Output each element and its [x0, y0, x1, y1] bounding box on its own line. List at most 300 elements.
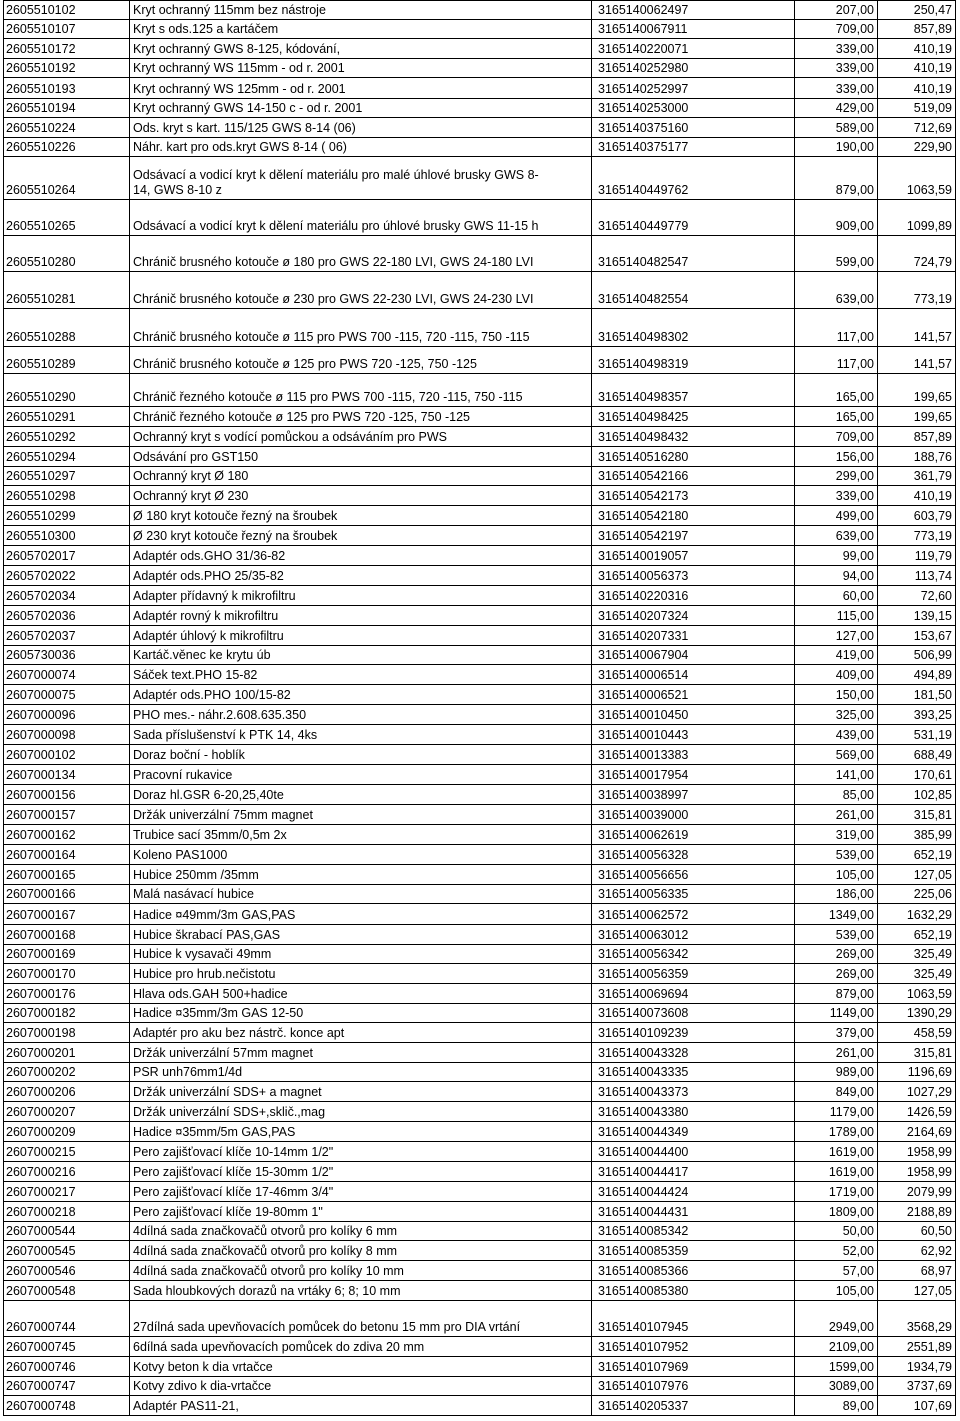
table-row — [3, 945, 956, 964]
item-number-cell — [3, 626, 129, 646]
item-number-text: 2607000164 — [6, 848, 76, 862]
item-name-cell — [129, 765, 591, 785]
price-text: 2109,00 — [828, 1340, 874, 1354]
price-vat-text: 153,67 — [913, 629, 952, 643]
ean-text: 3165140044431 — [598, 1205, 689, 1219]
table-row — [3, 99, 956, 118]
item-name-cell — [129, 725, 591, 745]
item-number-text: 2607000545 — [6, 1244, 76, 1258]
ean-cell — [591, 1396, 794, 1416]
table-row — [3, 646, 956, 665]
item-name-text: Adaptér ods.PHO 25/35-82 — [133, 569, 284, 583]
ean-cell — [591, 885, 794, 904]
price-vat-text: 773,19 — [913, 529, 952, 543]
item-number-text: 2607000207 — [6, 1105, 76, 1119]
price-vat-cell — [877, 865, 956, 885]
price-vat-cell — [877, 1396, 956, 1416]
price-text: 207,00 — [835, 3, 874, 17]
item-number-text: 2607000745 — [6, 1340, 76, 1354]
price-text: 339,00 — [835, 61, 874, 75]
table-row — [3, 606, 956, 626]
ean-text: 3165140063012 — [598, 928, 689, 942]
price-text: 639,00 — [835, 292, 874, 306]
item-name-text: Doraz boční - hoblík — [133, 748, 245, 762]
item-name-cell — [129, 945, 591, 964]
item-name-cell — [129, 1281, 591, 1301]
price-text: 50,00 — [842, 1224, 874, 1238]
item-name-text: Držák univerzální SDS+ a magnet — [133, 1085, 322, 1099]
price-vat-cell — [877, 99, 956, 118]
item-number-cell — [3, 1202, 129, 1222]
price-cell — [794, 925, 877, 945]
item-name-text: Odsávání pro GST150 — [133, 450, 259, 464]
item-number-text: 2607000206 — [6, 1085, 76, 1099]
item-name-text: Kotvy zdivo k dia-vrtačce — [133, 1379, 272, 1393]
item-name-cell — [129, 925, 591, 945]
item-name-text: Kotvy beton k dia vrtačce — [133, 1360, 273, 1374]
price-vat-text: 199,65 — [913, 390, 952, 404]
ean-text: 3165140207324 — [598, 609, 689, 623]
ean-cell — [591, 1142, 794, 1162]
price-text: 1149,00 — [829, 1006, 874, 1020]
item-number-text: 2605510193 — [6, 82, 76, 96]
price-vat-text: 199,65 — [913, 410, 952, 424]
price-cell — [794, 138, 877, 157]
table-row — [3, 39, 956, 59]
ean-cell — [591, 805, 794, 825]
item-name-cell — [129, 467, 591, 486]
price-vat-cell — [877, 157, 956, 200]
table-row — [3, 309, 956, 347]
item-name-text: Kryt ochranný GWS 8-125, kódování, — [133, 42, 341, 56]
price-vat-text: 410,19 — [913, 42, 952, 56]
item-name-cell — [129, 1122, 591, 1142]
item-name-text: Hubice pro hrub.nečistotu — [133, 967, 276, 981]
price-vat-cell — [877, 447, 956, 467]
item-number-cell — [3, 546, 129, 566]
ean-cell — [591, 865, 794, 885]
item-name-text: Adapter přídavný k mikrofiltru — [133, 589, 296, 603]
price-vat-cell — [877, 665, 956, 685]
item-number-text: 2605510300 — [6, 529, 76, 543]
item-number-cell — [3, 374, 129, 407]
price-vat-text: 1934,79 — [906, 1360, 952, 1374]
ean-cell — [591, 407, 794, 427]
item-number-cell — [3, 1377, 129, 1396]
item-name-text: Hubice škrabací PAS,GAS — [133, 928, 281, 942]
ean-text: 3165140449779 — [598, 219, 689, 233]
item-name-cell — [129, 407, 591, 427]
item-number-text: 2605702017 — [6, 549, 76, 563]
item-name-cell — [129, 865, 591, 885]
table-row — [3, 1241, 956, 1261]
price-cell — [794, 39, 877, 59]
ean-text: 3165140252980 — [598, 61, 689, 75]
ean-text: 3165140220071 — [598, 42, 689, 56]
price-cell — [794, 78, 877, 99]
price-vat-cell — [877, 765, 956, 785]
price-text: 709,00 — [835, 22, 874, 36]
price-vat-text: 127,05 — [913, 1284, 952, 1298]
price-cell — [794, 665, 877, 685]
table-row — [3, 1281, 956, 1301]
item-number-text: 2607000217 — [6, 1185, 76, 1199]
item-name-text: Ochranný kryt s vodící pomůckou a odsáváním pro PWS — [133, 430, 448, 444]
price-cell — [794, 467, 877, 486]
item-number-cell — [3, 845, 129, 865]
item-name-cell — [129, 1222, 591, 1241]
ean-cell — [591, 1357, 794, 1377]
price-vat-text: 393,25 — [913, 708, 952, 722]
price-vat-text: 68,97 — [920, 1264, 952, 1278]
item-name-cell — [129, 59, 591, 78]
item-number-text: 2605510172 — [6, 42, 76, 56]
item-name-cell — [129, 447, 591, 467]
table-row — [3, 1004, 956, 1023]
price-text: 117,00 — [836, 330, 874, 344]
item-name-text: Odsávací a vodicí kryt k dělení materiálu pro úhlové brusky GWS 11-15 h — [133, 219, 539, 233]
item-name-cell — [129, 546, 591, 566]
item-number-cell — [3, 1162, 129, 1182]
item-name-cell — [129, 1162, 591, 1182]
table-row — [3, 1202, 956, 1222]
ean-text: 3165140207331 — [598, 629, 689, 643]
price-text: 409,00 — [835, 668, 874, 682]
table-row — [3, 825, 956, 845]
price-vat-cell — [877, 526, 956, 546]
item-number-text: 2607000201 — [6, 1046, 76, 1060]
price-vat-text: 2551,89 — [906, 1340, 952, 1354]
item-number-cell — [3, 865, 129, 885]
price-vat-cell — [877, 1222, 956, 1241]
price-vat-text: 857,89 — [913, 22, 952, 36]
item-number-text: 2605510297 — [6, 469, 76, 483]
price-text: 105,00 — [835, 1284, 874, 1298]
item-number-text: 2605510226 — [6, 140, 76, 154]
price-text: 156,00 — [835, 450, 874, 464]
price-vat-cell — [877, 0, 956, 20]
item-number-text: 2605510107 — [6, 22, 76, 36]
item-number-cell — [3, 586, 129, 606]
item-name-text: Hadice ¤35mm/3m GAS 12-50 — [133, 1006, 304, 1020]
price-vat-text: 315,81 — [913, 1046, 952, 1060]
item-number-cell — [3, 486, 129, 506]
item-name-cell — [129, 236, 591, 272]
table-row — [3, 1182, 956, 1202]
item-name-cell — [129, 885, 591, 904]
ean-text: 3165140542197 — [598, 529, 689, 543]
item-name-text: Sada hloubkových dorazů na vrtáky 6; 8; 10 mm — [133, 1284, 401, 1298]
item-number-text: 2607000747 — [6, 1379, 76, 1393]
item-name-cell — [129, 805, 591, 825]
price-text: 879,00 — [835, 987, 874, 1001]
price-cell — [794, 1063, 877, 1082]
price-vat-text: 652,19 — [913, 848, 952, 862]
ean-text: 3165140044424 — [598, 1185, 689, 1199]
ean-cell — [591, 467, 794, 486]
item-number-text: 2605510298 — [6, 489, 76, 503]
ean-cell — [591, 118, 794, 138]
price-cell — [794, 825, 877, 845]
price-text: 1349,00 — [828, 908, 874, 922]
price-vat-cell — [877, 745, 956, 765]
item-number-cell — [3, 347, 129, 374]
ean-text: 3165140498302 — [598, 330, 689, 344]
ean-cell — [591, 157, 794, 200]
item-number-cell — [3, 1281, 129, 1301]
item-number-text: 2605510289 — [6, 357, 76, 371]
item-number-cell — [3, 705, 129, 725]
price-vat-cell — [877, 984, 956, 1004]
price-text: 569,00 — [835, 748, 874, 762]
table-row — [3, 1357, 956, 1377]
ean-text: 3165140056328 — [598, 848, 689, 862]
item-name-cell — [129, 347, 591, 374]
item-name-cell — [129, 427, 591, 447]
ean-text: 3165140542180 — [598, 509, 689, 523]
item-number-text: 2607000198 — [6, 1026, 76, 1040]
ean-cell — [591, 1301, 794, 1337]
ean-text: 3165140085366 — [598, 1264, 689, 1278]
item-name-cell — [129, 1337, 591, 1357]
table-row — [3, 665, 956, 685]
item-number-text: 2605510288 — [6, 330, 76, 344]
ean-text: 3165140449762 — [598, 183, 689, 197]
price-text: 141,00 — [835, 768, 874, 782]
table-row — [3, 407, 956, 427]
ean-cell — [591, 785, 794, 805]
price-vat-text: 1027,29 — [906, 1085, 952, 1099]
ean-cell — [591, 1122, 794, 1142]
item-name-cell — [129, 526, 591, 546]
item-number-text: 2607000157 — [6, 808, 76, 822]
price-vat-text: 603,79 — [913, 509, 952, 523]
item-name-cell — [129, 272, 591, 309]
item-number-text: 2607000546 — [6, 1264, 76, 1278]
price-cell — [794, 236, 877, 272]
item-number-text: 2607000165 — [6, 868, 76, 882]
price-text: 339,00 — [835, 82, 874, 96]
ean-text: 3165140062619 — [598, 828, 689, 842]
ean-cell — [591, 1222, 794, 1241]
item-number-cell — [3, 447, 129, 467]
price-vat-text: 225,06 — [913, 887, 952, 901]
price-text: 261,00 — [835, 808, 874, 822]
item-number-cell — [3, 78, 129, 99]
ean-text: 3165140516280 — [598, 450, 689, 464]
item-name-cell — [129, 1377, 591, 1396]
price-vat-text: 857,89 — [913, 430, 952, 444]
price-vat-cell — [877, 506, 956, 526]
ean-cell — [591, 347, 794, 374]
item-name-cell — [129, 606, 591, 626]
table-row — [3, 1023, 956, 1043]
ean-text: 3165140542166 — [598, 469, 689, 483]
ean-text: 3165140044400 — [598, 1145, 689, 1159]
ean-cell — [591, 586, 794, 606]
table-row — [3, 964, 956, 984]
price-cell — [794, 1337, 877, 1357]
item-name-text: PHO mes.- náhr.2.608.635.350 — [133, 708, 307, 722]
table-row — [3, 1301, 956, 1337]
ean-cell — [591, 606, 794, 626]
ean-text: 3165140542173 — [598, 489, 689, 503]
price-vat-cell — [877, 1102, 956, 1122]
price-cell — [794, 1202, 877, 1222]
ean-cell — [591, 964, 794, 984]
item-number-text: 2607000162 — [6, 828, 76, 842]
ean-cell — [591, 845, 794, 865]
item-name-cell — [129, 825, 591, 845]
table-row — [3, 805, 956, 825]
price-text: 379,00 — [835, 1026, 874, 1040]
price-vat-text: 181,50 — [913, 688, 952, 702]
price-cell — [794, 447, 877, 467]
item-name-text: Ø 180 kryt kotouče řezný na šroubek — [133, 509, 338, 523]
item-number-text: 2607000167 — [6, 908, 76, 922]
item-number-cell — [3, 685, 129, 705]
ean-cell — [591, 745, 794, 765]
item-name-text: Pero zajišťovací klíče 19-80mm 1" — [133, 1205, 323, 1219]
table-row — [3, 984, 956, 1004]
item-number-cell — [3, 1043, 129, 1063]
item-number-text: 2605510294 — [6, 450, 76, 464]
ean-cell — [591, 1261, 794, 1281]
item-number-text: 2607000098 — [6, 728, 76, 742]
ean-cell — [591, 1202, 794, 1222]
ean-text: 3165140498319 — [598, 357, 689, 371]
price-vat-cell — [877, 20, 956, 39]
price-vat-cell — [877, 785, 956, 805]
price-text: 99,00 — [842, 549, 874, 563]
price-cell — [794, 1142, 877, 1162]
ean-cell — [591, 506, 794, 526]
item-number-text: 2605702037 — [6, 629, 76, 643]
ean-cell — [591, 272, 794, 309]
item-name-cell — [129, 1357, 591, 1377]
price-vat-cell — [877, 566, 956, 586]
item-number-text: 2605510224 — [6, 121, 76, 135]
ean-cell — [591, 1162, 794, 1182]
ean-cell — [591, 99, 794, 118]
item-number-cell — [3, 825, 129, 845]
price-vat-cell — [877, 1261, 956, 1281]
item-number-text: 2605510290 — [6, 390, 76, 404]
price-vat-text: 1196,69 — [907, 1065, 952, 1079]
price-text: 639,00 — [835, 529, 874, 543]
price-text: 89,00 — [842, 1399, 874, 1413]
price-cell — [794, 845, 877, 865]
ean-cell — [591, 39, 794, 59]
ean-cell — [591, 546, 794, 566]
price-vat-text: 139,15 — [913, 609, 952, 623]
price-cell — [794, 374, 877, 407]
table-row — [3, 347, 956, 374]
item-number-text: 2607000074 — [6, 668, 76, 682]
ean-text: 3165140056342 — [598, 947, 689, 961]
ean-text: 3165140056335 — [598, 887, 689, 901]
table-row — [3, 785, 956, 805]
item-number-cell — [3, 1142, 129, 1162]
item-name-text: Trubice sací 35mm/0,5m 2x — [133, 828, 287, 842]
item-number-text: 2607000746 — [6, 1360, 76, 1374]
ean-cell — [591, 447, 794, 467]
item-name-text: Kryt s ods.125 a kartáčem — [133, 22, 279, 36]
ean-text: 3165140253000 — [598, 101, 689, 115]
item-number-cell — [3, 118, 129, 138]
ean-cell — [591, 1377, 794, 1396]
ean-text: 3165140252997 — [598, 82, 689, 96]
item-number-cell — [3, 467, 129, 486]
price-cell — [794, 1102, 877, 1122]
ean-cell — [591, 1281, 794, 1301]
item-name-text: Adaptér pro aku bez nástrč. konce apt — [133, 1026, 345, 1040]
price-cell — [794, 1043, 877, 1063]
item-number-cell — [3, 309, 129, 347]
item-number-cell — [3, 506, 129, 526]
price-cell — [794, 945, 877, 964]
item-number-cell — [3, 200, 129, 236]
item-name-text: Hlava ods.GAH 500+hadice — [133, 987, 288, 1001]
price-vat-cell — [877, 467, 956, 486]
price-vat-text: 410,19 — [913, 61, 952, 75]
item-number-cell — [3, 1004, 129, 1023]
table-row — [3, 467, 956, 486]
price-text: 1789,00 — [828, 1125, 874, 1139]
ean-cell — [591, 486, 794, 506]
price-vat-cell — [877, 347, 956, 374]
table-row — [3, 20, 956, 39]
price-text: 339,00 — [835, 42, 874, 56]
item-number-cell — [3, 566, 129, 586]
item-number-text: 2605510265 — [6, 219, 76, 233]
table-row — [3, 1337, 956, 1357]
price-vat-cell — [877, 1281, 956, 1301]
table-row — [3, 59, 956, 78]
table-row — [3, 374, 956, 407]
item-name-cell — [129, 1396, 591, 1416]
price-vat-cell — [877, 78, 956, 99]
item-name-text: Adaptér PAS11-21, — [133, 1399, 239, 1413]
ean-text: 3165140498357 — [598, 390, 689, 404]
price-cell — [794, 964, 877, 984]
item-name-cell — [129, 99, 591, 118]
price-vat-cell — [877, 118, 956, 138]
price-cell — [794, 1162, 877, 1182]
price-vat-cell — [877, 1142, 956, 1162]
table-row — [3, 506, 956, 526]
item-number-cell — [3, 407, 129, 427]
table-row — [3, 925, 956, 945]
item-name-text: Koleno PAS1000 — [133, 848, 228, 862]
item-number-cell — [3, 1023, 129, 1043]
price-cell — [794, 118, 877, 138]
item-number-text: 2605510292 — [6, 430, 76, 444]
item-name-cell — [129, 984, 591, 1004]
ean-cell — [591, 626, 794, 646]
price-vat-text: 119,79 — [914, 549, 952, 563]
item-number-text: 2607000216 — [6, 1165, 76, 1179]
price-cell — [794, 526, 877, 546]
ean-text: 3165140109239 — [598, 1026, 689, 1040]
price-cell — [794, 885, 877, 904]
ean-text: 3165140498425 — [598, 410, 689, 424]
item-number-cell — [3, 805, 129, 825]
ean-cell — [591, 1082, 794, 1102]
item-number-text: 2605730036 — [6, 648, 76, 662]
price-cell — [794, 200, 877, 236]
item-name-cell — [129, 665, 591, 685]
